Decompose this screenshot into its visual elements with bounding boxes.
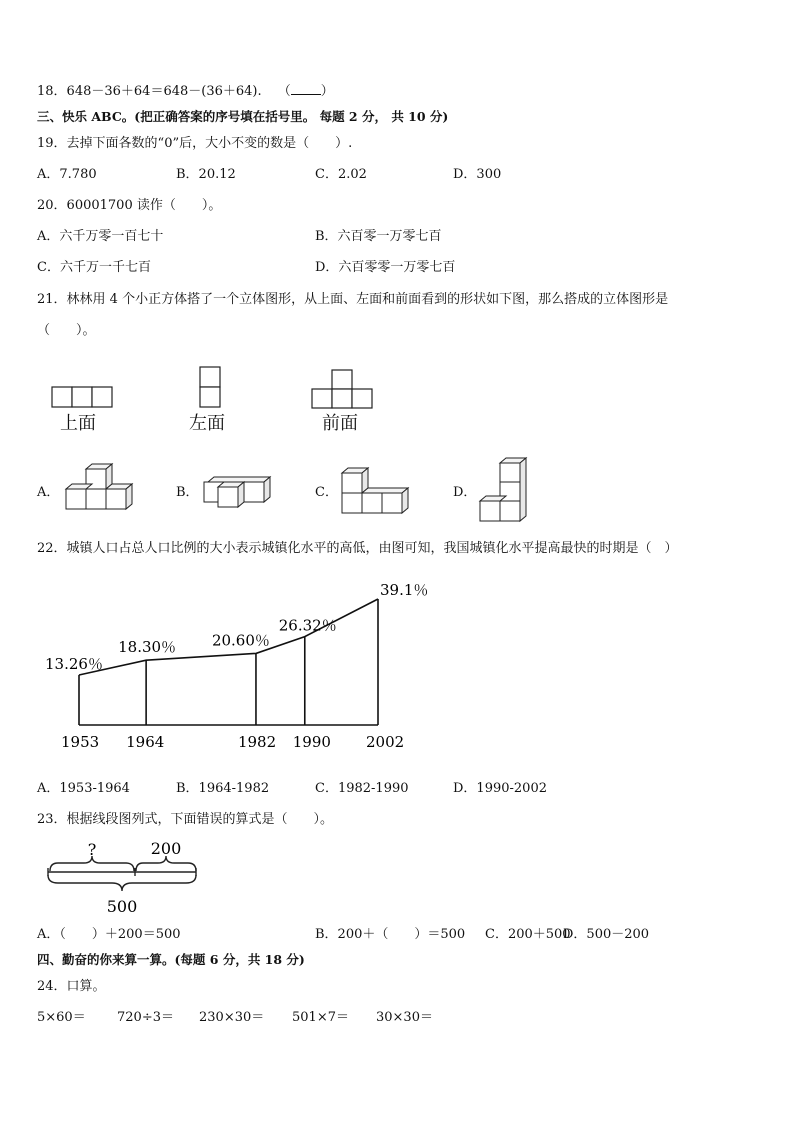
x-tick-1990: 1990: [292, 733, 331, 751]
question-20: 20．60001700 读作（ ）。: [37, 198, 222, 213]
q22-option-b[interactable]: B．1964-1982: [176, 781, 270, 796]
q20-option-d[interactable]: D．六百零零一万零七百: [315, 260, 456, 275]
urbanization-chart: [0, 581, 794, 760]
option-c-cubes[interactable]: [342, 468, 408, 513]
question-19: 19．去掉下面各数的“0”后，大小不变的数是（ ）.: [37, 136, 353, 151]
q23-option-a[interactable]: A．（ ）＋200＝500: [37, 927, 181, 942]
segment-diagram: [0, 835, 240, 920]
oral-calc-5[interactable]: 30×30＝: [376, 1010, 433, 1025]
data-label-1964: 18.30％: [118, 638, 177, 657]
x-tick-1953: 1953: [61, 733, 100, 751]
q21-option-a-label[interactable]: A．: [37, 485, 60, 500]
view-label-left: 左面: [189, 413, 225, 434]
oral-calc-1[interactable]: 5×60＝: [37, 1010, 86, 1025]
data-label-1990: 26.32％: [278, 616, 337, 635]
question-22: 22．城镇人口占总人口比例的大小表示城镇化水平的高低，由图可知，我国城镇化水平提高最快的时期是（ ）: [37, 541, 678, 556]
option-d-cubes[interactable]: [480, 458, 526, 521]
oral-calc-3[interactable]: 230×30＝: [199, 1010, 265, 1025]
q21-option-c-label[interactable]: C．: [315, 485, 338, 500]
answer-blank[interactable]: [291, 94, 321, 95]
part-brace: [136, 856, 196, 871]
q22-option-c[interactable]: C．1982-1990: [315, 781, 409, 796]
x-tick-1964: 1964: [126, 733, 165, 751]
question-18: 18．648－36＋64＝648－(36＋64). （ ）: [37, 84, 334, 99]
section-4-heading: 四、勤奋的你来算一算。(每题 6 分，共 18 分): [37, 952, 305, 967]
q19-option-c[interactable]: C．2.02: [315, 167, 367, 182]
oral-calc-2[interactable]: 720÷3＝: [117, 1010, 174, 1025]
q23-option-d[interactable]: D．500－200: [563, 927, 650, 942]
option-b-cubes[interactable]: [204, 477, 270, 507]
total-label: 500: [106, 897, 138, 916]
q23-option-b[interactable]: B．200＋（ ）＝500: [315, 927, 466, 942]
three-views-figure: [0, 360, 794, 440]
question-21: 21．林林用 4 个小正方体搭了一个立体图形，从上面、左面和前面看到的形状如下图，那么搭成的立体图形是: [37, 292, 669, 307]
q22-option-d[interactable]: D．1990-2002: [453, 781, 547, 796]
q23-option-c[interactable]: C．200＋500: [485, 927, 571, 942]
part-label: 200: [150, 839, 182, 858]
q20-option-a[interactable]: A．六千万零一百七十: [37, 229, 164, 244]
q19-option-d[interactable]: D．300: [453, 167, 502, 182]
q19-option-a[interactable]: A．7.780: [37, 167, 97, 182]
oral-calc-4[interactable]: 501×7＝: [292, 1010, 349, 1025]
q22-option-a[interactable]: A．1953-1964: [37, 781, 130, 796]
question-23: 23．根据线段图列式，下面错误的算式是（ ）。: [37, 812, 334, 827]
left-view: [200, 367, 220, 407]
option-a-cubes[interactable]: [66, 464, 132, 509]
q19-option-b[interactable]: B．20.12: [176, 167, 236, 182]
q20-option-b[interactable]: B．六百零一万零七百: [315, 229, 442, 244]
q20-option-c[interactable]: C．六千万一千七百: [37, 260, 151, 275]
data-label-2002: 39.1％: [380, 581, 429, 599]
question-21-line2: （ ）。: [37, 323, 96, 338]
view-label-front: 前面: [322, 413, 358, 434]
q21-option-b-label[interactable]: B．: [176, 485, 199, 500]
q21-option-d-label[interactable]: D．: [453, 485, 477, 500]
section-3-heading: 三、快乐 ABC。(把正确答案的序号填在括号里。 每题 2 分， 共 10 分): [37, 109, 449, 124]
total-brace: [48, 875, 196, 891]
cube-options-figure: [0, 455, 794, 525]
data-label-1953: 13.26％: [45, 655, 103, 673]
top-view: [52, 387, 112, 407]
view-label-top: 上面: [60, 413, 96, 434]
x-tick-2002: 2002: [366, 733, 405, 751]
question-24: 24．口算。: [37, 979, 106, 994]
data-label-1982: 20.60％: [211, 631, 270, 650]
x-tick-1982: 1982: [237, 733, 277, 751]
front-view: [312, 370, 372, 408]
unknown-label: ?: [87, 840, 97, 859]
